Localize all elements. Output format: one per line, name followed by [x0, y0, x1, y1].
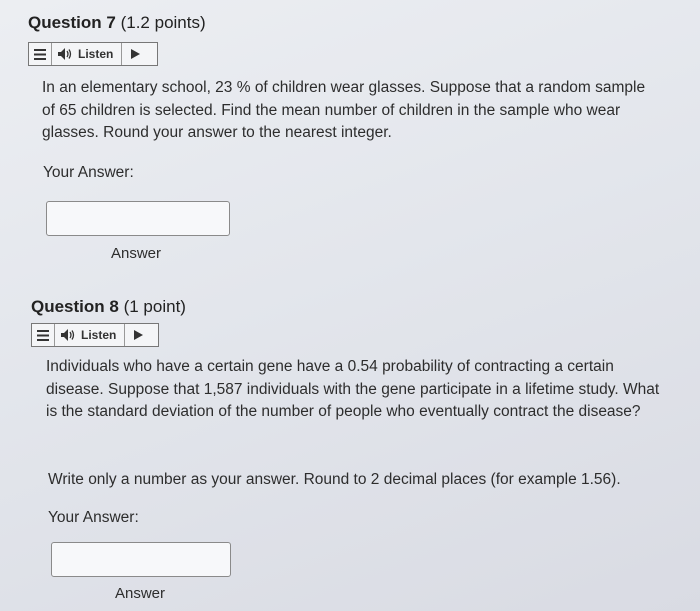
- question-8-answer-caption: Answer: [115, 585, 166, 602]
- question-7-title: [28, 13, 206, 33]
- question-8-listen-label: Listen: [81, 328, 117, 342]
- question-8-text: Individuals who have a certain gene have a 0.54 probability of contracting a certain disease. Suppose that 1,587 individuals with the gene participate in a lifetime study. What is the standard deviation of the number of people who eventually contract the disease?: [46, 358, 660, 420]
- question-7-your-answer-label: Your Answer:: [43, 164, 134, 181]
- menu-icon: [37, 330, 49, 341]
- menu-icon: [34, 49, 46, 60]
- question-8-listen-button[interactable]: [55, 324, 125, 346]
- question-8-number: Question 8: [31, 297, 119, 316]
- question-7-text: In an elementary school, 23 % of children wear glasses. Suppose that a random sample of 65 children is selected. Find the mean number of children in the sample who wear glasses. Round your answer to the nearest integer.: [42, 79, 646, 141]
- question-8-points: (1 point): [123, 297, 186, 316]
- question-7-listen-button[interactable]: [52, 43, 122, 65]
- question-8-answer-input[interactable]: [51, 542, 231, 577]
- question-8-title: [31, 297, 186, 317]
- play-icon: [134, 330, 143, 340]
- question-7-points: (1.2 points): [120, 13, 206, 32]
- question-8-play-button[interactable]: [125, 324, 151, 346]
- question-8-your-answer-label: Your Answer:: [48, 509, 139, 526]
- speaker-icon: [61, 329, 77, 341]
- question-8-listen-toolbar: [31, 323, 159, 347]
- question-7-number: Question 7: [28, 13, 116, 32]
- question-7-listen-toolbar: [28, 42, 158, 66]
- question-8-instruction: Write only a number as your answer. Round to 2 decimal places (for example 1.56).: [48, 471, 621, 488]
- question-8-listen-menu-button[interactable]: [32, 324, 55, 346]
- question-7-listen-menu-button[interactable]: [29, 43, 52, 65]
- speaker-icon: [58, 48, 74, 60]
- question-7-play-button[interactable]: [122, 43, 148, 65]
- play-icon: [131, 49, 140, 59]
- question-7-answer-input[interactable]: [46, 201, 230, 236]
- question-7-listen-label: Listen: [78, 47, 114, 61]
- question-7-answer-caption: Answer: [111, 245, 162, 262]
